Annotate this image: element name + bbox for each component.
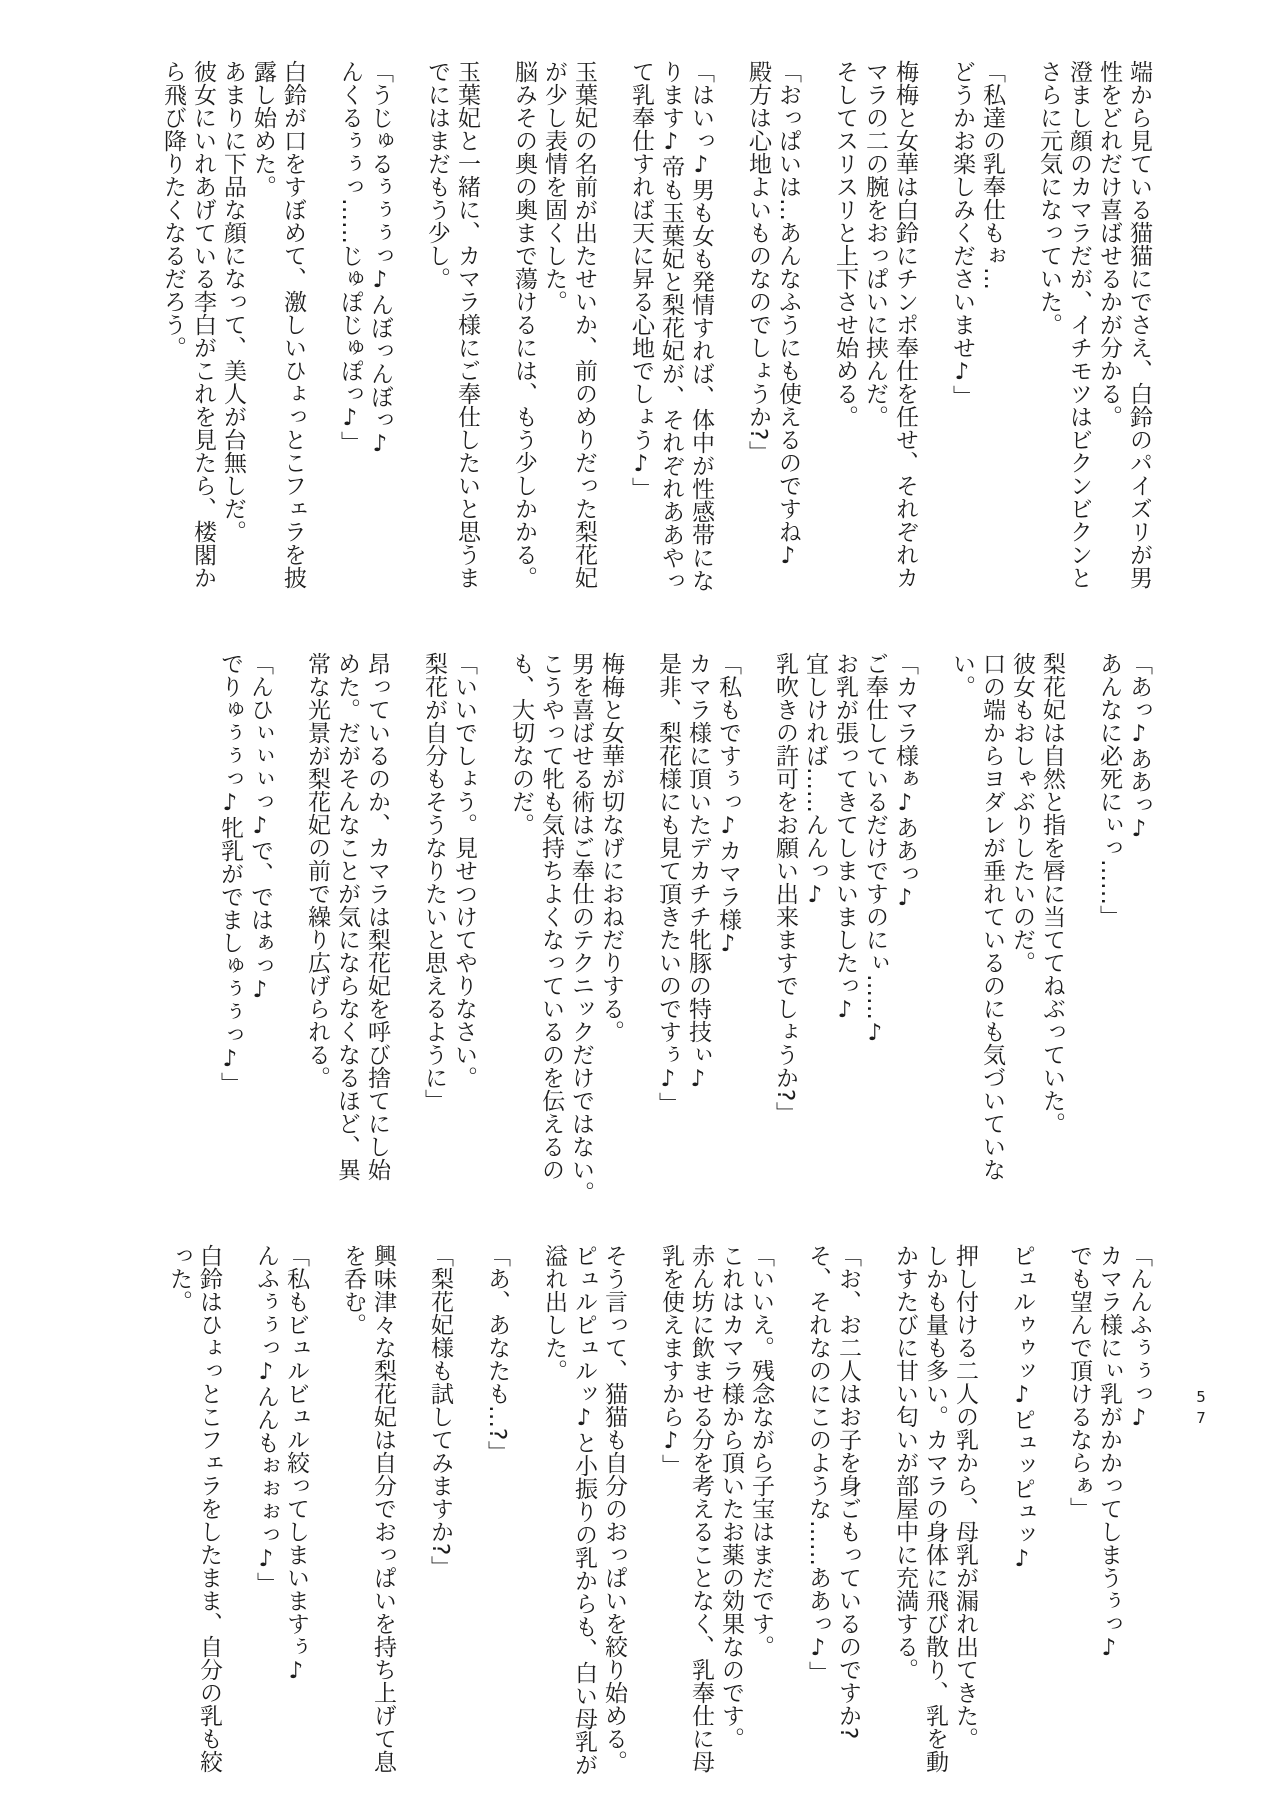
- text-line: 澄まし顔のカマラだが、イチモツはビクンビクンと: [1066, 60, 1092, 589]
- text-line: も、大切なのだ。: [508, 652, 534, 836]
- text-line: めた。だがそんなことが気にならなくなるほど、異: [334, 652, 360, 1181]
- paragraph: [251, 1244, 311, 1806]
- text-line: 白鈴はひょっとこフェラをしたまま、自分の乳も絞: [196, 1244, 222, 1773]
- text-line: 彼女もおしゃぶりしたいのだ。: [1009, 652, 1035, 974]
- paragraph: [890, 1244, 980, 1806]
- text-line: そう言って、猫猫も自分のおっぱいを絞り始める。: [601, 1244, 627, 1773]
- text-line: 乳を使えますから♪」: [658, 1244, 684, 1477]
- text-line: 「おっぱいは…あんなふうにも使えるのですね♪: [775, 60, 801, 569]
- text-line: 「いいえ。残念ながら子宝はまだです。: [748, 1244, 774, 1658]
- text-band-bottom: [164, 1244, 1154, 1806]
- text-line: んくるぅぅっ……じゅぽじゅぽっ♪」: [337, 60, 363, 454]
- paragraph: [830, 60, 920, 622]
- text-line: 「私もですぅっ♪カマラ様♪: [715, 652, 741, 957]
- paragraph: [506, 652, 626, 1214]
- text-line: 「いいでしょう。見せつけてやりなさい。: [451, 652, 477, 1089]
- text-line: そしてスリスリと上下させ始める。: [832, 60, 858, 428]
- text-line: 是非、梨花様にも見て頂きたいのですぅ♪」: [655, 652, 681, 1115]
- paragraph: [482, 1244, 512, 1806]
- text-line: 性をどれだけ喜ばせるかが分かる。: [1096, 60, 1122, 428]
- text-line: でりゅぅぅっ♪牝乳がでましゅぅぅっ♪」: [217, 652, 243, 1095]
- text-line: マラの二の腕をおっぱいに挟んだ。: [862, 60, 888, 428]
- text-line: そ、それなのにこのような……ああっ♪」: [805, 1244, 831, 1684]
- text-line: 常な光景が梨花妃の前で繰り広げられる。: [304, 652, 330, 1089]
- paragraph: [158, 60, 308, 622]
- paragraph: [1094, 652, 1154, 1214]
- text-line: 白鈴が口をすぼめて、激しいひょっとこフェラを披: [280, 60, 306, 589]
- text-line: 「お、お二人はお子を身ごもっているのですか?: [835, 1244, 861, 1740]
- text-line: 梨花妃は自然と指を唇に当ててねぶっていた。: [1039, 652, 1065, 1135]
- text-area: [158, 60, 1154, 1806]
- paragraph: [1034, 60, 1154, 622]
- paragraph: [626, 60, 716, 622]
- text-line: い。: [949, 652, 975, 698]
- text-band-top: [158, 60, 1154, 622]
- text-line: さらに元気になっていた。: [1036, 60, 1062, 336]
- paragraph: [656, 1244, 776, 1806]
- paragraph: [419, 652, 479, 1214]
- paragraph: [803, 1244, 863, 1806]
- text-line: 「あっ♪ああっ♪: [1126, 652, 1152, 842]
- text-line: あまりに下品な顔になって、美人が台無しだ。: [220, 60, 246, 543]
- paragraph: [425, 1244, 455, 1806]
- text-line: 「んんふぅぅっ♪: [1126, 1244, 1152, 1431]
- text-line: 赤ん坊に飲ませる分を考えることなく、乳奉仕に母: [688, 1244, 714, 1773]
- text-line: 梅梅と女華が切なげにおねだりする。: [598, 652, 624, 1043]
- text-line: 端から見ている猫猫にでさえ、白鈴のパイズリが男: [1126, 60, 1152, 589]
- text-line: 「んひぃぃぃっ♪で、ではぁっ♪: [247, 652, 273, 1003]
- text-line: ら飛び降りたくなるだろう。: [160, 60, 186, 359]
- paragraph: [770, 652, 920, 1214]
- paragraph: [539, 1244, 629, 1806]
- text-line: 玉葉妃の名前が出たせいか、前のめりだった梨花妃: [571, 60, 597, 589]
- text-line: 男を喜ばせる術はご奉仕のテクニックだけではない。: [568, 652, 594, 1204]
- paragraph: [947, 652, 1067, 1214]
- text-line: 興味津々な梨花妃は自分でおっぱいを持ち上げて息: [370, 1244, 396, 1773]
- text-line: どうかお楽しみくださいませ♪」: [949, 60, 975, 408]
- text-line: 梨花が自分もそうなりたいと思えるように」: [421, 652, 447, 1112]
- text-line: でも望んで頂けるならぁ」: [1066, 1244, 1092, 1520]
- text-line: 口の端からヨダレが垂れているのにも気づいていな: [979, 652, 1005, 1181]
- paragraph: [335, 60, 395, 622]
- paragraph: [215, 652, 275, 1214]
- paragraph: [1007, 1244, 1037, 1806]
- text-line: 梅梅と女華は白鈴にチンポ奉仕を任せ、それぞれカ: [892, 60, 918, 589]
- text-line: ります♪帝も玉葉妃と梨花妃が、それぞれああやっ: [658, 60, 684, 592]
- text-line: 露し始めた。: [250, 60, 276, 198]
- text-line: 「はいっ♪男も女も発情すれば、体中が性感帯にな: [688, 60, 714, 592]
- text-line: んふぅぅっ♪んんもぉぉぉっ♪」: [253, 1244, 279, 1595]
- page-number: 57: [1192, 1388, 1210, 1430]
- text-line: しかも量も多い。カマラの身体に飛び散り、乳を動: [922, 1244, 948, 1773]
- text-line: 玉葉妃と一緒に、カマラ様にご奉仕したいと思うま: [454, 60, 480, 589]
- paragraph: [509, 60, 599, 622]
- text-line: カマラ様に頂いたデカチチ牝豚の特技ぃ♪: [685, 652, 711, 1092]
- text-line: 溢れ出した。: [541, 1244, 567, 1382]
- text-line: が少し表情を固くした。: [541, 60, 567, 313]
- text-line: ピュルゥゥッ♪ピュッピュッ♪: [1009, 1244, 1035, 1572]
- paragraph: [947, 60, 1007, 622]
- text-line: これはカマラ様から頂いたお薬の効果なのです。: [718, 1244, 744, 1750]
- paragraph: [653, 652, 743, 1214]
- text-line: 「あ、あなたも…?」: [484, 1244, 510, 1464]
- text-line: 昂っているのか、カマラは梨花妃を呼び捨てにし始: [364, 652, 390, 1181]
- text-line: 「うじゅるぅぅぅっ♪んぼっんぼっ♪: [367, 60, 393, 457]
- paragraph: [338, 1244, 398, 1806]
- text-line: 殿方は心地よいものなのでしょうか?」: [745, 60, 771, 464]
- text-line: を呑む。: [340, 1244, 366, 1336]
- text-line: カマラ様にぃ乳がかかってしまうぅっ♪: [1096, 1244, 1122, 1661]
- paragraph: [743, 60, 803, 622]
- text-line: 宜しければ……んんっ♪: [802, 652, 828, 908]
- text-line: て乳奉仕すれば天に昇る心地でしょう♪」: [628, 60, 654, 500]
- paragraph: [422, 60, 482, 622]
- paragraph: [164, 1244, 224, 1806]
- text-line: お乳が張ってきてしまいましたっ♪: [832, 652, 858, 1023]
- text-band-middle: [215, 652, 1154, 1214]
- text-line: 押し付ける二人の乳から、母乳が漏れ出てきた。: [952, 1244, 978, 1750]
- text-line: 脳みその奥の奥まで蕩けるには、もう少しかかる。: [511, 60, 537, 589]
- text-line: 「カマラ様ぁ♪ああっ♪: [892, 652, 918, 911]
- text-line: 「私達の乳奉仕もぉ…: [979, 60, 1005, 290]
- text-line: った。: [166, 1244, 192, 1313]
- text-line: かすたびに甘い匂いが部屋中に充満する。: [892, 1244, 918, 1681]
- text-line: 彼女にいれあげている李白がこれを見たら、楼閣か: [190, 60, 216, 589]
- text-line: でにはまだもう少し。: [424, 60, 450, 290]
- text-line: 「梨花妃様も試してみますか?」: [427, 1244, 453, 1579]
- text-line: ピュルピュルッ♪と小振りの乳からも、白い母乳が: [571, 1244, 597, 1776]
- paragraph: [302, 652, 392, 1214]
- text-line: 「私もビュルビュル絞ってしまいますぅ♪: [283, 1244, 309, 1684]
- text-line: あんなに必死にぃっ……」: [1096, 652, 1122, 928]
- text-line: 乳吹きの許可をお願い出来ますでしょうか?」: [772, 652, 798, 1125]
- text-line: こうやって牝も気持ちよくなっているのを伝えるの: [538, 652, 564, 1181]
- text-line: ご奉仕しているだけですのにぃ……♪: [862, 652, 888, 1046]
- paragraph: [1064, 1244, 1154, 1806]
